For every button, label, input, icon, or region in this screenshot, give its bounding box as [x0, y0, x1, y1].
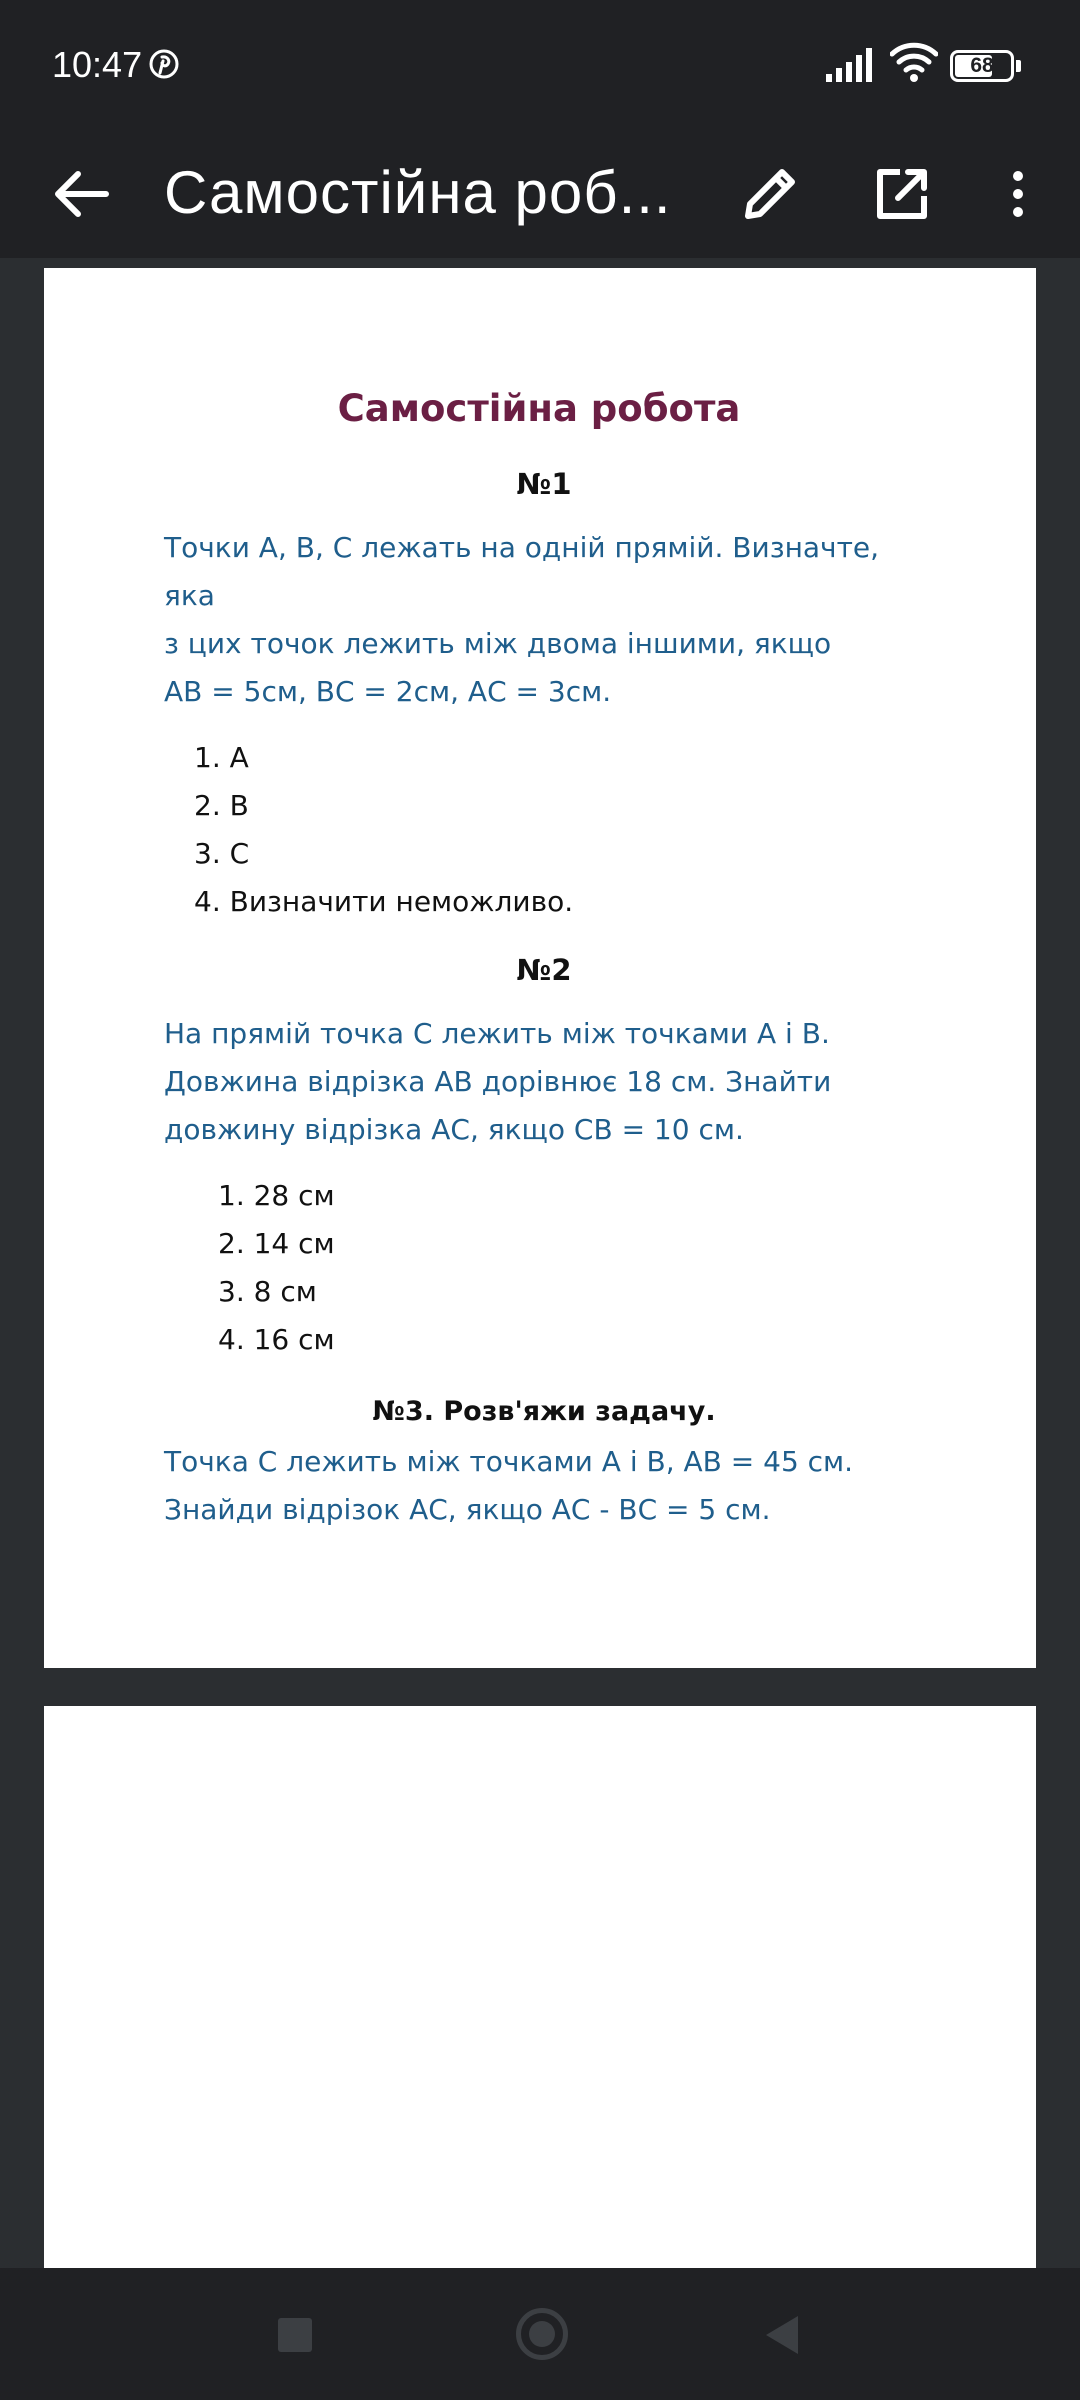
battery-icon [950, 50, 1020, 82]
signal-icon [826, 48, 878, 82]
more-vert-icon[interactable] [986, 152, 1050, 236]
status-bar [0, 0, 1080, 130]
answer-option: 4. 16 см [218, 1323, 335, 1356]
answer-option: 1. 28 см [218, 1179, 335, 1212]
task-2-line: На прямій точка С лежить між точками А і В. [164, 1017, 830, 1050]
task-1-answers [164, 734, 924, 926]
recent-apps-icon[interactable] [278, 2318, 312, 2352]
task-2-number: №2 [516, 953, 572, 987]
navigation-bar [0, 2268, 1080, 2400]
home-icon[interactable] [516, 2308, 568, 2360]
answer-option: 4. Визначити неможливо. [194, 885, 574, 918]
task-1-number: №1 [516, 467, 572, 501]
answer-option: 1. А [194, 741, 249, 774]
task-2-line: довжину відрізка АС, якщо СВ = 10 см. [164, 1113, 744, 1146]
task-3-text [164, 1438, 924, 1534]
wifi-icon [890, 42, 938, 82]
app-bar [0, 130, 1080, 258]
task-2-answers [164, 1172, 924, 1364]
document-viewer[interactable] [0, 258, 1080, 2268]
document-title: Самостійна роб... [164, 159, 672, 226]
document-page-1 [44, 268, 1036, 1668]
pinterest-icon [148, 48, 180, 80]
nav-back-icon[interactable] [762, 2314, 802, 2356]
document-page-2 [44, 1706, 1036, 2268]
task-1-text [164, 524, 924, 716]
open-external-icon[interactable] [860, 152, 944, 236]
answer-option: 2. 14 см [218, 1227, 335, 1260]
back-arrow-icon[interactable] [40, 152, 124, 236]
answer-option: 3. С [194, 837, 250, 870]
task-3-number: №3. Розв'яжи задачу. [372, 1396, 716, 1427]
answer-option: 3. 8 см [218, 1275, 317, 1308]
task-1-line: з цих точок лежить між двома іншими, якщо [164, 627, 832, 660]
task-1-line: АВ = 5см, ВС = 2см, АС = 3см. [164, 675, 612, 708]
task-2-line: Довжина відрізка АВ дорівнює 18 см. Знайти [164, 1065, 832, 1098]
task-2-text [164, 1010, 924, 1154]
status-time: 10:47 [52, 44, 143, 85]
task-1-line: Точки А, В, С лежать на одній прямій. Визначте, яка [164, 531, 880, 612]
task-3-line: Точка С лежить між точками А і В, АВ = 45 см. [164, 1445, 854, 1478]
document-heading: Самостійна робота [337, 387, 741, 430]
task-3-line: Знайди відрізок АС, якщо АС - ВС = 5 см. [164, 1493, 771, 1526]
pencil-icon[interactable] [728, 152, 812, 236]
document-content [164, 378, 924, 1534]
battery-level: 68 [970, 54, 994, 77]
answer-option: 2. В [194, 789, 249, 822]
